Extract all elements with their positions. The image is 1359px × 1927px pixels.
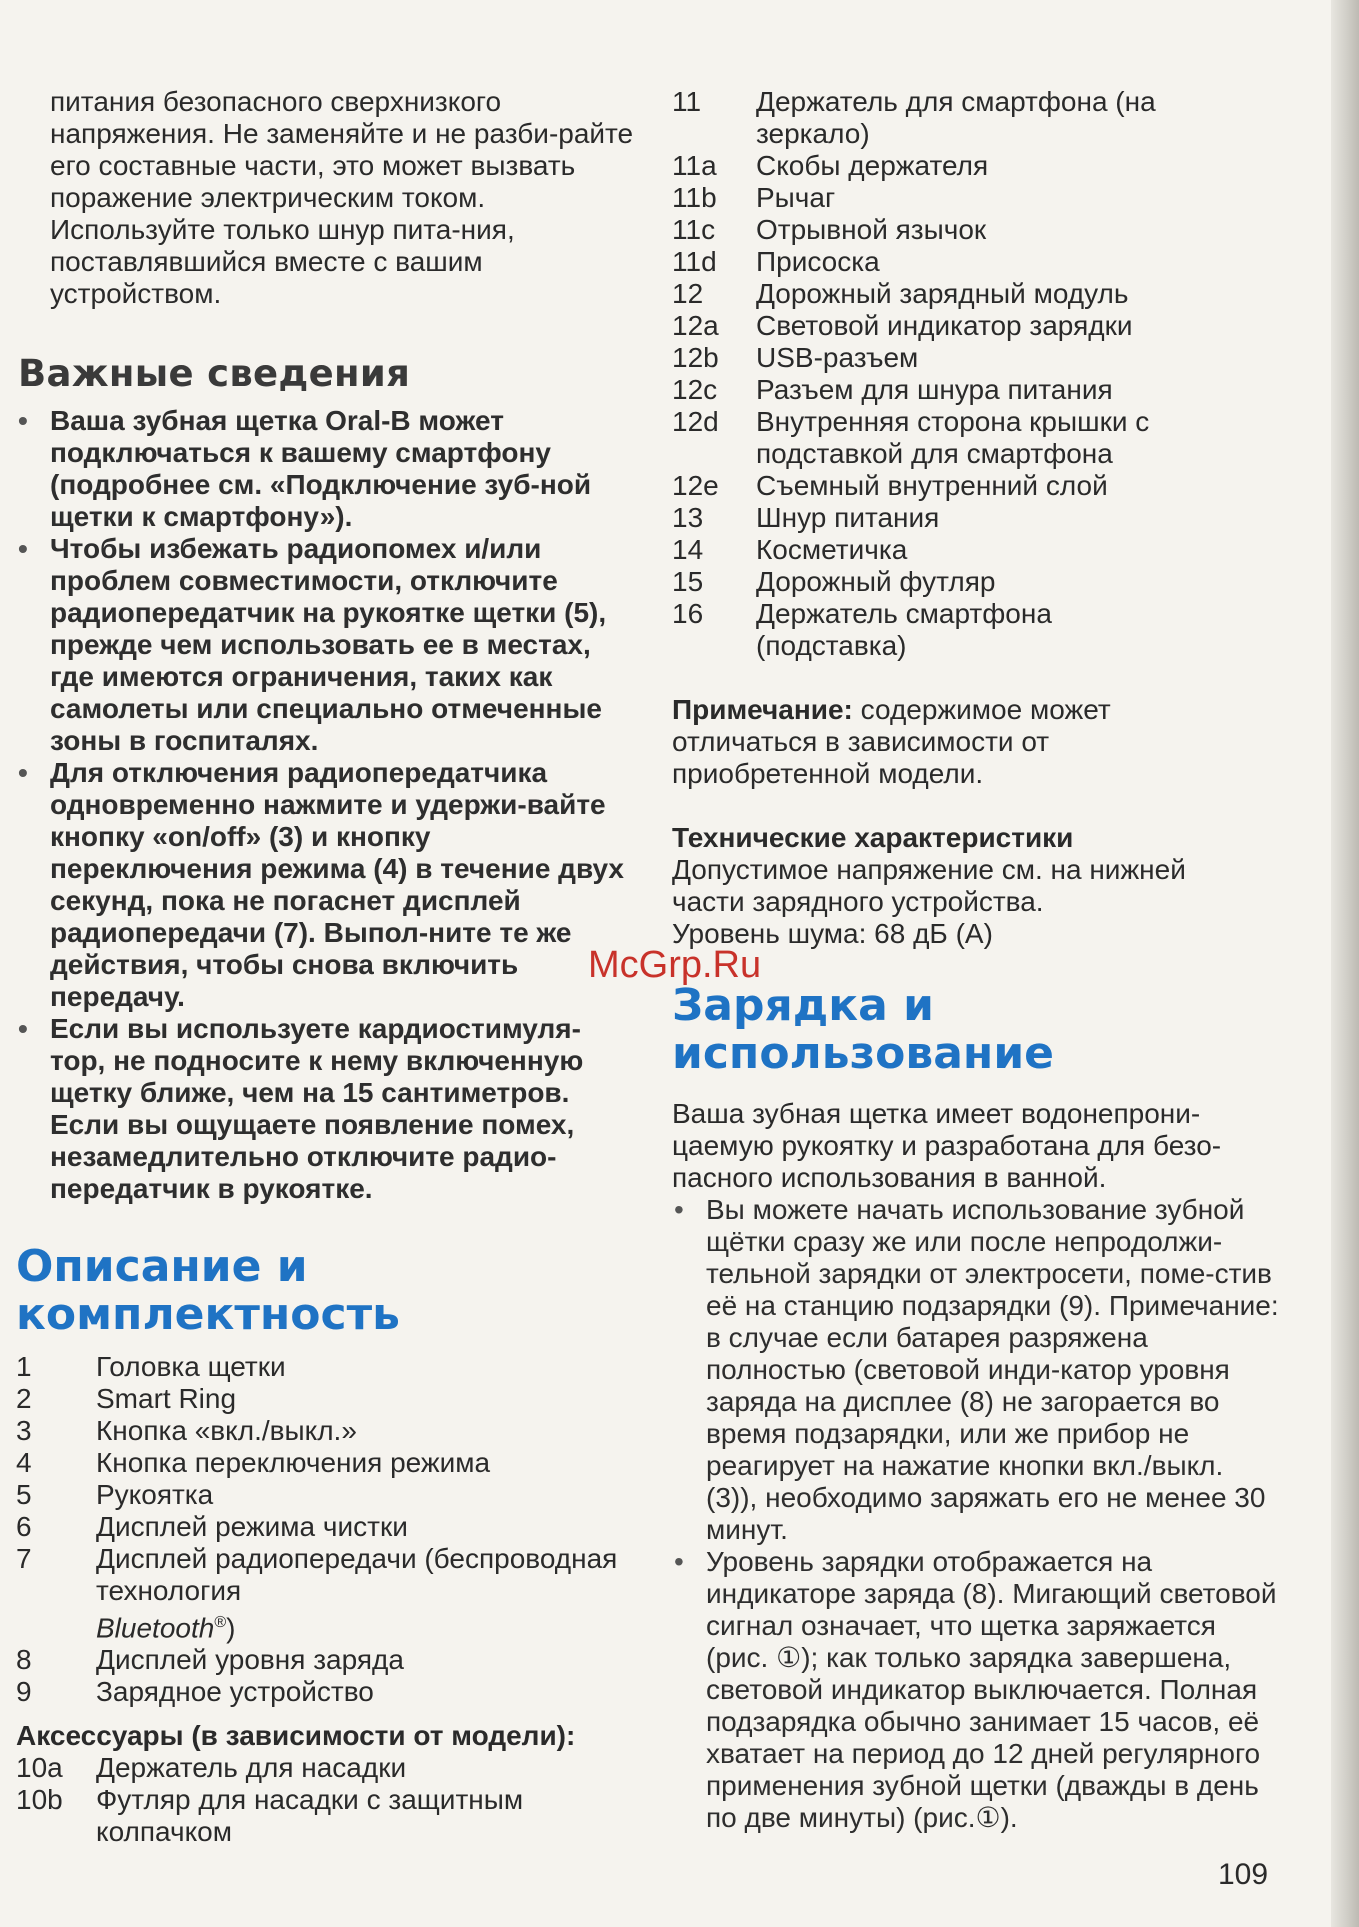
table-row: 1 Головка щетки [16, 1351, 286, 1382]
table-row: 12b USB-разъем [672, 342, 919, 373]
table-row: 11b Рычаг [672, 182, 836, 213]
list-item: • Чтобы избежать радиопомех и/или проблем совместимости, отключите радиопередатчик на рукоятке щетки (5), прежде чем использовать ее в местах, где имеются ограничения, таких как самолеты или специально отмеченные зоны в госпиталях. [16, 533, 636, 757]
table-row: 7 Дисплей радиопередачи (беспроводная технология Bluetooth®) [16, 1543, 618, 1644]
page-number: 109 [1218, 1858, 1269, 1891]
parts-list [16, 1351, 636, 1708]
page-edge [1331, 0, 1359, 1927]
table-row: 3 Кнопка «вкл./выкл.» [16, 1415, 357, 1446]
right-column [672, 86, 1282, 1834]
charging-list [672, 1194, 1282, 1834]
charging-heading [672, 982, 1282, 1078]
important-list [16, 405, 636, 1205]
description-heading-line1: Описание и [16, 1241, 308, 1292]
table-row: 12d Внутренняя сторона крышки с подставкой для смартфона [672, 406, 1150, 469]
table-row: 10b Футляр для насадки с защитным колпачком [16, 1784, 524, 1848]
description-heading-line2: комплектность [16, 1289, 400, 1340]
table-row: 4 Кнопка переключения режима [16, 1447, 491, 1478]
parts-list-continued [672, 86, 1196, 662]
list-item: • Для отключения радиопередатчика одновременно нажмите и удержи-вайте кнопку «on/off» (3) и кнопку переключения режима (4) в течение двух секунд, пока не погаснет дисплей радиопередачи (7). Выпол-ните те же действия, чтобы снова включить передачу. [16, 757, 636, 1013]
table-row: 9 Зарядное устройство [16, 1676, 374, 1708]
note-paragraph: Примечание: содержимое может отличаться в зависимости от приобретенной модели. [672, 694, 1111, 789]
table-row: 15 Дорожный футляр [672, 566, 996, 597]
table-row: 14 Косметичка [672, 534, 908, 565]
tech-voltage: Допустимое напряжение см. на нижней части зарядного устройства. [672, 854, 1186, 917]
tech-heading: Технические характеристики [672, 822, 1074, 853]
table-row: 11c Отрывной язычок [672, 214, 987, 245]
list-item: • Ваша зубная щетка Oral-B может подключаться к вашему смартфону (подробнее см. «Подключение зуб-ной щетки к смартфону»). [16, 405, 636, 533]
table-row: 5 Рукоятка [16, 1479, 214, 1510]
table-row: 11d Присоска [672, 246, 880, 277]
list-item: • Уровень зарядки отображается на индикаторе заряда (8). Мигающий световой сигнал означает, что щетка заряжается (рис. ①); как только зарядка завершена, световой индикатор выключается. Полная подзарядка обычно занимает 15 часов, её хватает на период до 12 дней регулярного применения зубной щетки (дважды в день по две минуты) (рис.①). [672, 1546, 1282, 1834]
watermark: McGrp.Ru [588, 944, 762, 986]
table-row: 10a Держатель для насадки [16, 1752, 407, 1784]
charging-heading-line2: использование [672, 1028, 1054, 1079]
table-row: 11 Держатель для смартфона (на зеркало) [672, 86, 1156, 149]
accessories-heading: Аксессуары (в зависимости от модели): [16, 1720, 576, 1752]
left-column [16, 86, 636, 1848]
note-label: Примечание: [672, 694, 853, 725]
charging-intro: Ваша зубная щетка имеет водонепрони-цаемую рукоятку и разработана для безо-пасного использования в ванной. [672, 1098, 1222, 1193]
accessories-list [16, 1752, 576, 1848]
tech-noise: Уровень шума: 68 дБ (A) [672, 918, 993, 949]
table-row: 2 Smart Ring [16, 1383, 237, 1414]
table-row: 6 Дисплей режима чистки [16, 1511, 408, 1542]
charging-heading-line1: Зарядка и [672, 980, 934, 1031]
table-row: 12e Съемный внутренний слой [672, 470, 1108, 501]
table-row: 11a Скобы держателя [672, 150, 989, 181]
important-heading: Важные сведения [18, 352, 411, 395]
table-row: 16 Держатель смартфона (подставка) [672, 598, 1052, 661]
table-row: 12a Световой индикатор зарядки [672, 310, 1133, 341]
description-heading [16, 1243, 636, 1339]
table-row: 12 Дорожный зарядный модуль [672, 278, 1129, 309]
table-row: 12c Разъем для шнура питания [672, 374, 1113, 405]
list-item: • Если вы используете кардиостимуля-тор, не подносите к нему включенную щетку ближе, чем на 15 сантиметров. Если вы ощущаете появление помех, незамедлительно отключите радио-передатчик в рукоятке. [16, 1013, 636, 1205]
table-row: 8 Дисплей уровня заряда [16, 1644, 404, 1676]
table-row: 13 Шнур питания [672, 502, 940, 533]
intro-paragraph: питания безопасного сверхнизкого напряжения. Не заменяйте и не разби-райте его составные части, это может вызвать поражение электрическим током. Используйте только шнур пита-ния, поставлявшийся вместе с вашим устройством. [50, 86, 634, 309]
list-item: • Вы можете начать использование зубной щётки сразу же или после непродолжи-тельной зарядки от электросети, поме-стив её на станцию подзарядки (9). Примечание: в случае если батарея разряжена полностью (световой инди-катор уровня заряда на дисплее (8) не загорается во время подзарядки, или же прибор не реагирует на нажатие кнопки вкл./выкл. (3)), необходимо заряжать его не менее 30 минут. [672, 1194, 1282, 1546]
